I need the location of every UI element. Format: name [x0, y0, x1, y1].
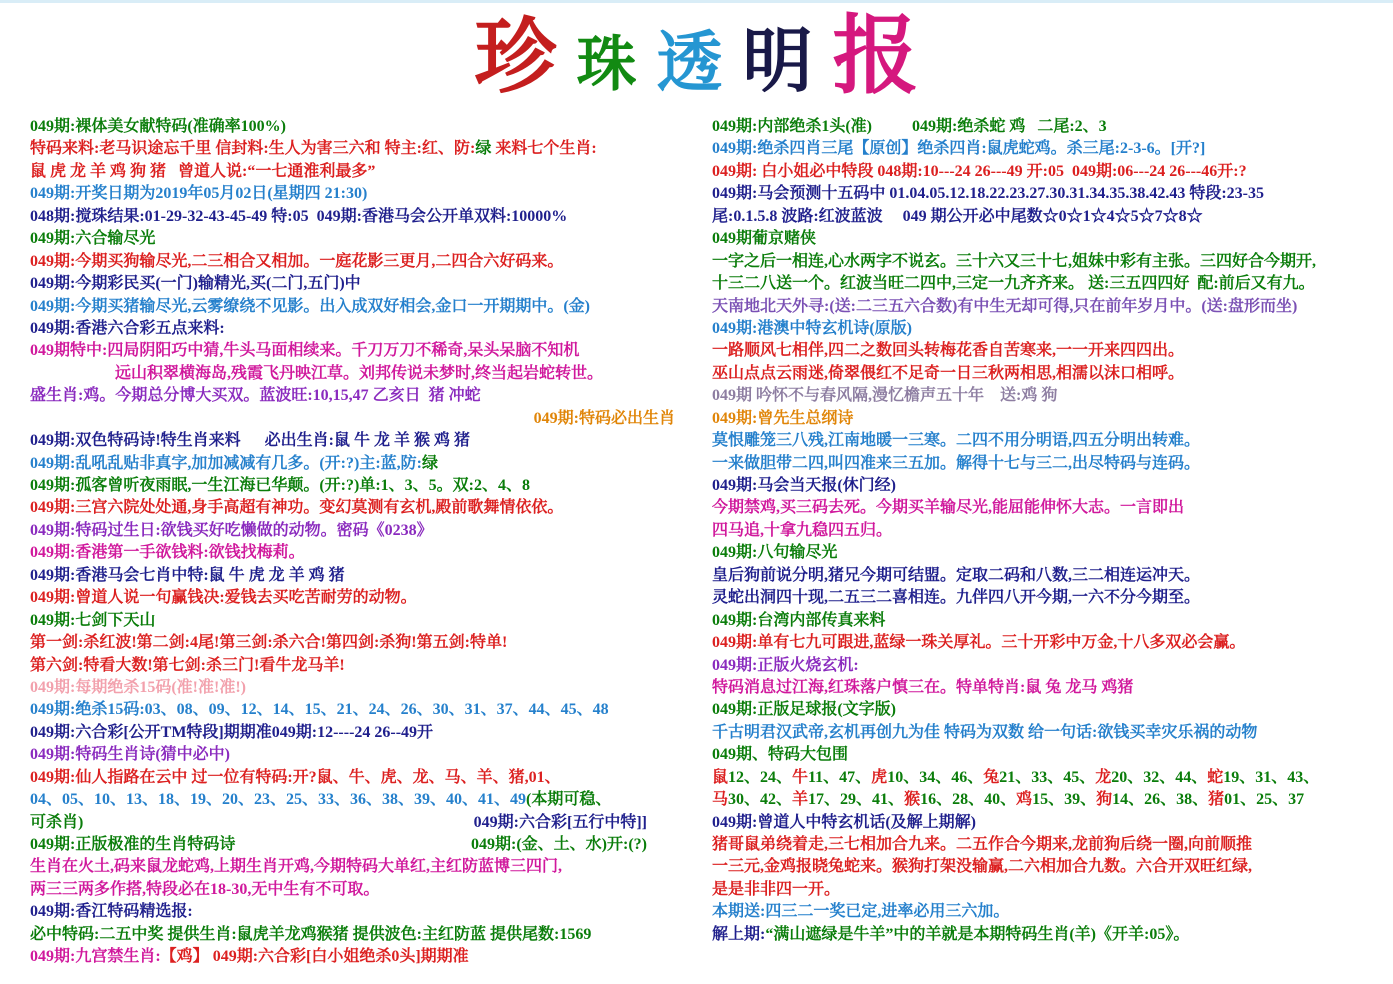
text-segment: 049期:绝杀四肖三尾【原创】绝杀四肖:鼠虎蛇鸡。杀三尾:2-3-6。[开?] [712, 140, 1206, 158]
text-line [30, 453, 692, 475]
text-line [712, 385, 1387, 407]
text-segment: 鼠 [712, 768, 729, 786]
text-segment: 皇后狗前说分明,猪兄今期可结盟。定取二码和八数,三二相连运冲天。 [712, 566, 1201, 584]
text-line [712, 206, 1387, 228]
text-line [712, 408, 1387, 430]
text-segment: 天南地北天外寻:(送:二三五六合数)有中生无却可得,只在前年岁月中。(送:盘形而坐) [712, 297, 1298, 315]
text-segment: 049期:仙人指路在云中 过一位有特码:开?鼠、牛、虎、龙、马、羊、猪,01、 [30, 768, 561, 786]
text-line [30, 722, 692, 744]
text-segment: 049期:内部绝杀1头(准) 049期:绝杀蛇 鸡 二尾:2、3 [712, 118, 1107, 135]
text-line [30, 879, 692, 901]
text-line [30, 430, 692, 452]
text-segment: 049期:(金、土、水)开:(?) [471, 836, 647, 853]
text-line [30, 340, 692, 362]
text-segment: 049期:绝杀15码:03、08、09、12、14、15、21、24、26、30、31、37、44、45、48 [30, 701, 609, 719]
text-line [712, 610, 1387, 632]
text-line [30, 296, 692, 318]
text-line [30, 116, 692, 138]
text-line [30, 318, 692, 340]
text-segment: 049期:开奖日期为2019年05月02日(星期四 21:30) [30, 185, 368, 203]
text-line [712, 116, 1387, 138]
text-segment: 15、39、 [1032, 791, 1097, 809]
text-segment: 必中特码:二五中奖 提供生肖:鼠虎羊龙鸡猴猪 提供波色:主红防蓝 提供尾数:1569 [30, 925, 592, 943]
text-segment: 16、28、40、 [920, 791, 1017, 809]
text-line [30, 565, 692, 587]
text-line [30, 587, 692, 609]
text-line [30, 856, 692, 878]
text-line [712, 296, 1387, 318]
text-line [30, 610, 692, 632]
text-line [712, 924, 1387, 946]
text-segment: 生肖在火土,码来鼠龙蛇鸡,上期生肖开鸡,今期特码大单红,主红防蓝博三四门, [30, 858, 563, 876]
text-line [712, 453, 1387, 475]
text-line [712, 565, 1387, 587]
right-column [712, 116, 1387, 946]
text-line [30, 924, 692, 946]
text-segment: 049期:马会预测十五码中 01.04.05.12.18.22.23.27.30.31.34.35.38.42.43 特段:23-35 [712, 185, 1264, 203]
text-segment: 12、24、 [728, 768, 793, 786]
text-segment: 17、29、41、 [808, 791, 905, 809]
text-segment: 049期:八句输尽光 [712, 544, 838, 562]
text-segment: 猪哥鼠弟绕着走,三七相加合九来。二五作合今期来,龙前狗后绕一圈,向前顺推 [712, 836, 1253, 853]
text-segment: 可杀肖) [30, 813, 84, 831]
text-segment: 049期:双色特码诗!特生肖来料 必出生肖:鼠 牛 龙 羊 猴 鸡 猪 [30, 432, 470, 450]
text-line [712, 722, 1387, 744]
text-segment: 049期:孤客曾听夜雨眠,一生江海已华颠。(开:?)单:1、3、5。双:2、4、8 [30, 477, 530, 494]
text-segment: 四马追,十拿九稳四五归。 [712, 521, 893, 539]
text-segment: 蛇 [1207, 768, 1224, 786]
text-line [30, 161, 692, 183]
text-segment: 一字之后一相连,心水两字不说玄。三十六又三十七,姐妹中彩有主张。三四好合今期开, [712, 252, 1317, 270]
text-segment: 盛生肖:鸡。今期总分博大买双。蓝波旺:10,15,47 乙亥日 猪 冲蛇 [30, 387, 481, 405]
text-line [712, 430, 1387, 452]
text-segment: 十三二八送一个。红波当旺二四中,三定一九齐齐来。 送:三五四四好 配:前后又有九。 [712, 275, 1315, 293]
text-line [30, 767, 692, 789]
text-segment: 一来做胆带二四,叫四准来三五加。解得十七与三二,出尽特码与连码。 [712, 454, 1201, 472]
text-segment: 特码消息过江海,红珠落户慎三在。特单特肖:鼠 兔 龙马 鸡猪 [712, 678, 1134, 696]
text-segment: 049期:六合彩[白小姐绝杀0头]期期准 [208, 948, 469, 966]
text-segment: 今期禁鸡,买三码去死。今期买羊输尽光,能屈能伸怀大志。一言即出 [712, 499, 1185, 517]
text-line [712, 655, 1387, 677]
text-line [30, 206, 692, 228]
title-char: 报 [832, 8, 919, 104]
text-segment: 本期送:四三二一奖已定,进率必用三六加。 [712, 903, 1010, 921]
page-top-edge-line [0, 0, 1393, 3]
text-segment: 两三三两多作搭,特段必在18-30,无中生有不可取。 [30, 880, 380, 898]
text-line [712, 901, 1387, 923]
text-line [712, 228, 1387, 250]
text-line [30, 408, 692, 430]
text-segment: 049期 吟怀不与春风隔,漫忆檐声五十年 送:鸡 狗 [712, 387, 1058, 405]
text-segment: 一路顺风七相伴,四二之数回头转梅花香自苦寒来,一一开来四四出。 [712, 342, 1185, 360]
text-segment: 049期葡京赌侠 [712, 230, 817, 248]
text-line [712, 767, 1387, 789]
text-line [712, 789, 1387, 811]
text-line [712, 251, 1387, 273]
text-segment: (本期可稳、 [526, 791, 612, 809]
text-segment: 马 [712, 791, 729, 809]
text-segment: 049期:曾道人说一句赢钱决:爱钱去买吃苦耐劳的动物。 [30, 589, 417, 607]
text-segment: 灵蛇出洞四十现,二五三二喜相连。九伴四八开今期,一六不分今期至。 [712, 589, 1201, 607]
text-segment: 【鸡】 [160, 948, 209, 966]
text-line [712, 812, 1387, 834]
text-line [30, 812, 692, 834]
text-segment: 049期:乱吼乱贴非真字,加加减减有几多。(开:?)主:蓝,防: [30, 454, 422, 472]
text-line [712, 318, 1387, 340]
text-segment: 鼠 虎 龙 羊 鸡 狗 猪 曾道人说:“一七通淮利最多” [30, 162, 376, 180]
text-segment: 千古明君汉武帝,玄机再创九为佳 特码为双数 给一句话:欲钱买幸灾乐祸的动物 [712, 723, 1258, 741]
text-segment: 是是非非四一开。 [712, 880, 841, 898]
text-segment: 049期:香江特码精选报: [30, 903, 193, 921]
text-segment: 049期:台湾内部传真来料 [712, 611, 886, 629]
text-segment: 049期特中:四局阴阳巧中猜,牛头马面相续来。千刀万刀不稀奇,呆头呆脑不知机 [30, 342, 580, 360]
text-line [30, 385, 692, 407]
text-line [30, 273, 692, 295]
text-line [30, 699, 692, 721]
text-segment: 04、05、10、13、18、19、20、23、25、33、36、38、39、40、41、49 [30, 791, 527, 809]
text-line [30, 475, 692, 497]
text-segment: 049期:九宫禁生肖: [30, 948, 161, 966]
text-segment: 049期:六合输尽光 [30, 230, 156, 248]
text-segment: 049期:今期彩民买(一门)输精光,买(二门,五门)中 [30, 275, 361, 293]
text-line [712, 587, 1387, 609]
text-segment: 19、31、43、 [1223, 768, 1320, 786]
text-segment: 羊 [792, 791, 809, 809]
text-line [712, 497, 1387, 519]
text-segment: 绿 [421, 454, 438, 472]
text-segment: 049期:今期买猪输尽光,云雾缭绕不见影。出入成双好相会,金口一开期期中。(金) [30, 297, 590, 315]
text-segment: 01、25、37 [1224, 791, 1305, 809]
text-segment: 30、42、 [728, 791, 793, 809]
text-segment: 狗 [1096, 791, 1113, 809]
text-segment: 猴 [904, 791, 921, 809]
title-char: 珠 [576, 32, 637, 98]
text-line [30, 789, 692, 811]
text-segment: 一三元,金鸡报晓兔蛇来。猴狗打架没输赢,二六相加合九数。六合开双旺红绿, [712, 858, 1253, 876]
text-segment: 14、26、38、 [1112, 791, 1209, 809]
text-segment: 20、32、44、 [1111, 768, 1208, 786]
text-segment: 049期:曾道人中特玄机话(及解上期解) [712, 813, 976, 831]
text-line [712, 542, 1387, 564]
text-line [712, 363, 1387, 385]
text-line [712, 879, 1387, 901]
text-line [30, 744, 692, 766]
text-line [712, 183, 1387, 205]
text-segment: 049期:正版足球报(文字版) [712, 701, 896, 719]
text-line [30, 251, 692, 273]
text-segment: 049期:每期绝杀15码(准!准!准!) [30, 678, 246, 696]
text-segment: 10、34、46、 [887, 768, 984, 786]
text-segment: 049期:正版极准的生肖特码诗 [30, 836, 236, 853]
text-segment: 049期:特码过生日:欲钱买好吃懒做的动物。密码《0238》 [30, 521, 433, 539]
text-line [30, 183, 692, 205]
text-segment: 绿 [475, 140, 492, 158]
text-segment: 049期:正版火烧玄机: [712, 656, 859, 674]
text-segment: 特码来料:老马识途忘千里 信封料:生人为害三六和 特主:红、防: [30, 140, 476, 158]
text-segment: 解上期: [712, 925, 766, 943]
text-segment: 049期:六合彩[五行中特]] [473, 813, 647, 831]
text-segment: 049期:三宫六院处处通,身手高超有神功。变幻莫测有玄机,殿前歌舞情依依。 [30, 499, 564, 517]
text-segment: 049期:曾先生总纲诗 [712, 409, 854, 427]
title-char: 透 [656, 27, 723, 100]
text-line [30, 520, 692, 542]
text-line [30, 632, 692, 654]
text-segment: 049期、特码大包围 [712, 746, 849, 764]
text-line [712, 677, 1387, 699]
text-segment: “满山遮绿是牛羊”中的羊就是本期特码生肖(羊)《开羊:05》。 [765, 925, 1190, 943]
text-line [712, 834, 1387, 856]
text-segment: 巫山点点云雨迷,倚翠偎红不足奇一日三秋两相思,相濡以沫口相呼。 [712, 364, 1185, 382]
text-segment: 049期:七剑下天山 [30, 611, 156, 629]
text-line [712, 744, 1387, 766]
text-segment: 049期:特码生肖诗(猜中必中) [30, 746, 230, 764]
text-segment: 049期: 白小姐必中特段 048期:10---24 26---49 开:05 049期:06---24 26---46开:? [712, 162, 1247, 180]
text-segment: 049期:单有七九可跟进,蓝绿一珠关厚礼。三十开彩中万金,十八多双必会赢。 [712, 634, 1246, 652]
text-segment: 049期:今期买狗输尽光,二三相合又相加。一庭花影三更月,二四合六好码来。 [30, 252, 564, 270]
text-line [30, 946, 692, 968]
text-line [712, 138, 1387, 160]
text-segment: 11、47、 [808, 768, 872, 786]
page-title [0, 6, 1393, 115]
text-segment: 049期:港澳中特玄机诗(原版) [712, 319, 912, 337]
text-line [712, 273, 1387, 295]
title-char: 明 [742, 24, 813, 101]
title-char: 珍 [474, 12, 557, 103]
text-line [30, 138, 692, 160]
text-segment: 049期:香港第一手欲钱料:欲钱找梅莉。 [30, 544, 305, 562]
text-segment: 049期:六合彩[公开TM特段]期期准049期:12----24 26--49开 [30, 723, 434, 741]
text-segment: 049期:香港马会七肖中特:鼠 牛 虎 龙 羊 鸡 猪 [30, 566, 345, 584]
text-segment: 莫恨雕笼三八残,江南地暖一三寒。二四不用分明语,四五分明出转难。 [712, 432, 1201, 450]
text-line [30, 834, 692, 856]
text-segment: 鸡 [1016, 791, 1033, 809]
text-line [712, 632, 1387, 654]
text-segment: 第一剑:杀红波!第二剑:4尾!第三剑:杀六合!第四剑:杀狗!第五剑:特单! [30, 634, 508, 652]
text-segment: 049期:马会当天报(休门经) [712, 477, 896, 494]
text-line [712, 520, 1387, 542]
text-segment: 猪 [1208, 791, 1225, 809]
text-line [712, 161, 1387, 183]
text-line [712, 856, 1387, 878]
text-line [30, 497, 692, 519]
text-segment: 牛 [792, 768, 809, 786]
text-line [30, 901, 692, 923]
text-segment: 049期:香港六合彩五点来料: [30, 319, 225, 337]
text-segment: 049期:裸体美女献特码(准确率100%) [30, 118, 286, 135]
text-segment: 虎 [871, 768, 888, 786]
text-segment: 第六剑:特看大数!第七剑:杀三门!看牛龙马羊! [30, 656, 345, 674]
text-segment: 龙 [1095, 768, 1112, 786]
text-line [712, 475, 1387, 497]
text-line [30, 677, 692, 699]
text-segment: 048期:搅珠结果:01-29-32-43-45-49 特:05 049期:香港马会公开单双料:10000% [30, 207, 568, 225]
text-segment: 049期:特码必出生肖 [533, 409, 675, 427]
text-segment: 21、33、45、 [999, 768, 1096, 786]
text-line [30, 363, 692, 385]
text-segment: 兔 [983, 768, 1000, 786]
text-line [30, 655, 692, 677]
text-segment: 尾:0.1.5.8 波路:红波蓝波 049 期公开必中尾数☆0☆1☆4☆5☆7☆8☆ [712, 207, 1203, 225]
text-line [712, 340, 1387, 362]
left-column [30, 116, 692, 969]
text-segment: 来料七个生肖: [491, 140, 597, 158]
text-line [30, 228, 692, 250]
text-line [712, 699, 1387, 721]
text-line [30, 542, 692, 564]
text-segment: 远山积翠横海岛,残霞飞丹映江草。刘邦传说未梦时,终当起岩蛇转世。 [115, 364, 604, 382]
